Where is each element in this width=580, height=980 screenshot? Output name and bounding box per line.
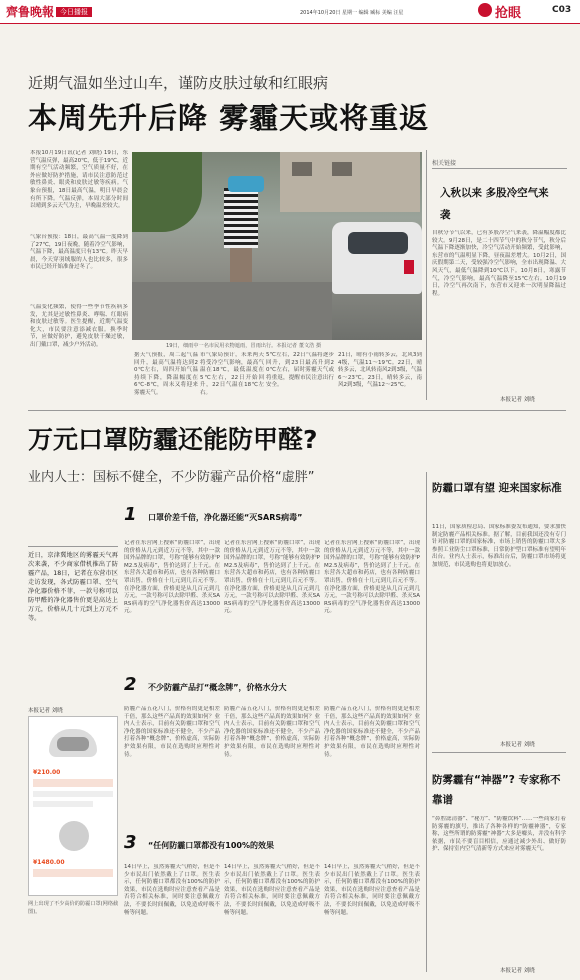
mask-strap xyxy=(57,737,89,751)
road xyxy=(132,282,332,340)
sec1-body-b: 记者在东营网上搜索“防霾口罩”，出现的价格从几元到近万元不等，其中一款国外品牌的口罩，号称“能够有效防护PM2.5及病毒”，售价达到了上千元。在东营各大超市和药店，也有各种防霾口罩出售，价格在十几元到几百元不等。在净化器方面，价格更是从几百元到几万元，一款号称可以去除甲醛、杀灭SARS病毒的空气净化器售价高达13000元。 xyxy=(224,540,320,615)
related-byline: 本报记者 刘晓 xyxy=(500,397,535,403)
side3-byline: 本报记者 刘晓 xyxy=(500,968,535,974)
sec1-body-c: 记者在东营网上搜索“防霾口罩”，出现的价格从几元到近万元不等，其中一款国外品牌的口罩，号称“能够有效防护PM2.5及病毒”，售价达到了上千元。在东营各大超市和药店，也有各种防霾口罩出售，价格在十几元到几百元不等。在净化器方面，价格更是从几百元到几万元，一款号称可以去除甲醛、杀灭SARS病毒的空气净化器售价高达13000元。 xyxy=(324,540,420,615)
sec2-title: 不少防霾产品打“概念牌”，价格水分大 xyxy=(148,683,287,692)
sec1-title: 口罩价差千倍，净化器还能“灭SARS病毒” xyxy=(148,513,303,522)
sec1-body-a: 记者在东营网上搜索“防霾口罩”，出现的价格从几元到近万元不等，其中一款国外品牌的口罩，号称“能够有效防护PM2.5及病毒”，售价达到了上千元。在东营各大超市和药店，也有各种防霾口罩出售，价格在十几元到几百元不等。在净化器方面，价格更是从几百元到几万元，一款号称可以去除甲醛、杀灭SARS病毒的空气净化器售价高达13000元。 xyxy=(124,540,220,615)
sec2-num: 2 xyxy=(124,674,137,695)
story1-bottom3: 5℃左右，22日气温将逐步回升，到23日最高升到20℃左右，届时雾霾天气或将重返，提醒市民注意出行安全。 xyxy=(266,352,334,389)
price-2: ¥1480.00 xyxy=(33,859,65,866)
section-divider xyxy=(28,410,566,411)
column-divider xyxy=(426,472,427,972)
related-label: 相关链接 xyxy=(432,160,457,167)
side3-body: “鼻腔滤清器”、“秘方”、“防霾饮料”……一些商家打着防雾霾的旗号，推出了各种各样的“防霾神器”，专家称，这些所谓的防雾霾“神器”大多是噱头，并没有科学依据，市民不要盲目相信，应通过减少外出、做好防护、保持室内空气清新等方式来应对雾霾天气。 xyxy=(432,816,566,853)
sec3-body-c: 14日早上，虽然雾霾天气稍好，但是不少市民出门依然戴上了口罩。医生表示，任何防霾口罩都没有100%的防护效果，市民在选购时应注意查看产品是否符合相关标准，同时要注意佩戴方法，不要长时间佩戴，以免造成呼吸不畅等问题。 xyxy=(324,864,420,916)
price-row xyxy=(33,791,113,797)
side3-title: 防雾霾有“神器”? 专家称不靠谱 xyxy=(432,774,561,806)
related-title: 入秋以来 多股冷空气来袭 xyxy=(440,187,549,221)
masthead xyxy=(0,0,580,24)
story2-headline: 万元口罩防霾还能防甲醛? xyxy=(28,425,318,454)
related-body: 自秋分节气以来，已有多股冷空气来袭，降温幅度都比较大。9月28日，是二十四节气中的秋分节气，秋分后气温下降逐渐加快，冷空气活动开始频繁，受此影响，东营市的气温明显下降，昼夜温差增大。10月2日，国庆假期第二天，受较强冷空气影响，全市出现降温、大风天气，最低气温降到10℃以下。10月8日，寒露节气，冷空气影响，最高气温降至15℃左右。10月19日，冷空气再次南下，东营市又迎来一次明显降温过程。 xyxy=(432,230,566,297)
sec2-body-b: 防霾产品五花八门，价格有的更是相差千倍，那么这些产品真的效果如何？业内人士表示，目前有关防霾口罩和空气净化器的国家标准还不健全，不少产品打着各种“概念牌”，价格虚高，实际防护效果有限，市民在选购时应理性对待。 xyxy=(224,706,320,758)
building-window xyxy=(292,162,312,176)
story1-bottom4: 21日，晴有小雨转多云，北风3到4级，气温11～19℃。22日，晴转多云，北风转南风2到3级，气温6～23℃。23日，晴转多云，南风2到3级，气温12～25℃。 xyxy=(338,352,422,389)
story1-col1: 本报10月19日讯(记者 刘晓) 19日，东营气温反弹，最高20℃，低于19℃，近期有空气活动频繁，空气质量不好，在外应做好防护措施，请市民注意防范过敏性鼻炎、眼炎和皮肤过敏等疾病。气象台预报，18日最高气温，明日早晨会有所下降。气温反弹，本周大部分时间以晴到多云天气为主，早晚温差较大。 xyxy=(30,150,128,210)
price-bar xyxy=(33,869,113,877)
sec2-body-a: 防霾产品五花八门，价格有的更是相差千倍，那么这些产品真的效果如何？业内人士表示，目前有关防霾口罩和空气净化器的国家标准还不健全，不少产品打着各种“概念牌”，价格虚高，实际防护效果有限，市民在选购时应理性对待。 xyxy=(124,706,220,758)
building xyxy=(280,152,420,212)
side2-title: 防霾口罩有望 迎来国家标准 xyxy=(432,482,562,494)
column-divider xyxy=(426,150,427,400)
story1-bottom2: 市气象局预计，未来两天将受冷空气影响，最高气温在18℃，最低温度在5℃左右，22日开始回升，22日气温在18℃左右。 xyxy=(200,352,264,396)
sec2-body-c: 防霾产品五花八门，价格有的更是相差千倍，那么这些产品真的效果如何？业内人士表示，目前有关防霾口罩和空气净化器的国家标准还不健全，不少产品打着各种“概念牌”，价格虚高，实际防护效果有限，市民在选购时应理性对待。 xyxy=(324,706,420,758)
shop-caption: 网上出现了不少高价的防霾口罩(网络截图)。 xyxy=(28,901,119,915)
price-1: ¥210.00 xyxy=(33,769,61,776)
story2-byline: 本报记者 刘晓 xyxy=(28,708,63,714)
story2-lead: 近日，京津冀地区的雾霾天气再次来袭，不少商家借机推出了防霾产品，18日，记者在东营市区走访发现，各式防霾口罩、空气净化器价格不菲，一款号称可以防甲醛的净化器售价更是高达上万元，价格从几十元到上万元不等。 xyxy=(28,552,118,622)
paper-logo: 齊鲁晚報 xyxy=(6,5,55,19)
woman-bag xyxy=(228,176,264,192)
price-row xyxy=(33,801,93,807)
section-name: 今日播报 xyxy=(56,7,92,17)
rain-photo xyxy=(132,152,422,340)
side-rule xyxy=(432,752,566,753)
related-rule xyxy=(432,168,567,169)
sec3-body-b: 14日早上，虽然雾霾天气稍好，但是不少市民出门依然戴上了口罩。医生表示，任何防霾口罩都没有100%的防护效果，市民在选购时应注意查看产品是否符合相关标准，同时要注意佩戴方法，不要长时间佩戴，以免造成呼吸不畅等问题。 xyxy=(224,864,320,916)
sec3-title: “任何防霾口罩都没有100%的效果 xyxy=(148,841,274,850)
story1-col1c: 气温变化频繁，使得一些季节性疾病多发，尤其是过敏性鼻炎、哮喘、红眼病和皮肤过敏等。医生提醒，近期气温变化大，市民要注意添减衣服。换季时节，应做好防护，避免皮肤干燥过敏，出门戴口罩，减少户外活动。 xyxy=(30,304,128,348)
woman xyxy=(224,188,258,248)
price-bar xyxy=(33,779,113,787)
sec1-num: 1 xyxy=(124,504,137,525)
side2-byline: 本报记者 刘晓 xyxy=(500,742,535,748)
car-window xyxy=(348,232,408,254)
building-window xyxy=(332,162,352,176)
story1-kicker: 近期气温如坐过山车，谨防皮肤过敏和红眼病 xyxy=(28,74,329,92)
side2-body: 11日，国家质检总局、国家标准委发布通知，要求加快制定防霾产品相关标准。据了解，目前我国还没有专门针对防霾口罩的国家标准，市场上销售的防霾口罩大多参照工业防尘口罩标准，日常防护型口罩标准有望明年出台。业内人士表示，标准出台后，防霾口罩市场将更加规范，市民选购也将更加放心。 xyxy=(432,524,566,568)
section-tag: 抢眼 xyxy=(495,6,522,21)
page-number: C03 xyxy=(552,5,572,15)
lead-block xyxy=(28,546,118,686)
story2-subhead: 业内人士：国标不健全，不少防霾产品价格“虚胖” xyxy=(28,470,315,485)
photo1-caption: 19日，细雨中一名市民用衣物遮雨，冒雨出行。本报记者 董文浩 摄 xyxy=(166,343,322,349)
car-tail-light xyxy=(404,260,414,274)
shop-screenshot xyxy=(28,716,118,896)
story1-headline: 本周先升后降 雾霾天或将重返 xyxy=(28,101,430,135)
tree xyxy=(132,152,202,232)
tag-icon xyxy=(478,3,492,17)
story1-col1b: 气象台预报：18日，最高气温一度降到了27℃，19日夜晚，随着冷空气影响，气温下降，最高温度只有13℃。昨天早晨，今天穿羽绒服的人也比较多，很多市民已经开始准备过冬了。 xyxy=(30,234,128,271)
story1-bottom1: 据天气预报，周二起气温回升，最高气温将达到20℃左右，周四开始气温持续下降，降温幅度在6℃-8℃，周末又将迎来雾霾天气。 xyxy=(134,352,198,396)
date-line: 2014年10月20日 星期一 编辑 臧标 美编 汪星 xyxy=(300,10,404,16)
sec3-body-a: 14日早上，虽然雾霾天气稍好，但是不少市民出门依然戴上了口罩。医生表示，任何防霾口罩都没有100%的防护效果，市民在选购时应注意查看产品是否符合相关标准，同时要注意佩戴方法，不要长时间佩戴，以免造成呼吸不畅等问题。 xyxy=(124,864,220,916)
gas-mask-image xyxy=(59,821,89,851)
sec3-num: 3 xyxy=(124,832,137,853)
